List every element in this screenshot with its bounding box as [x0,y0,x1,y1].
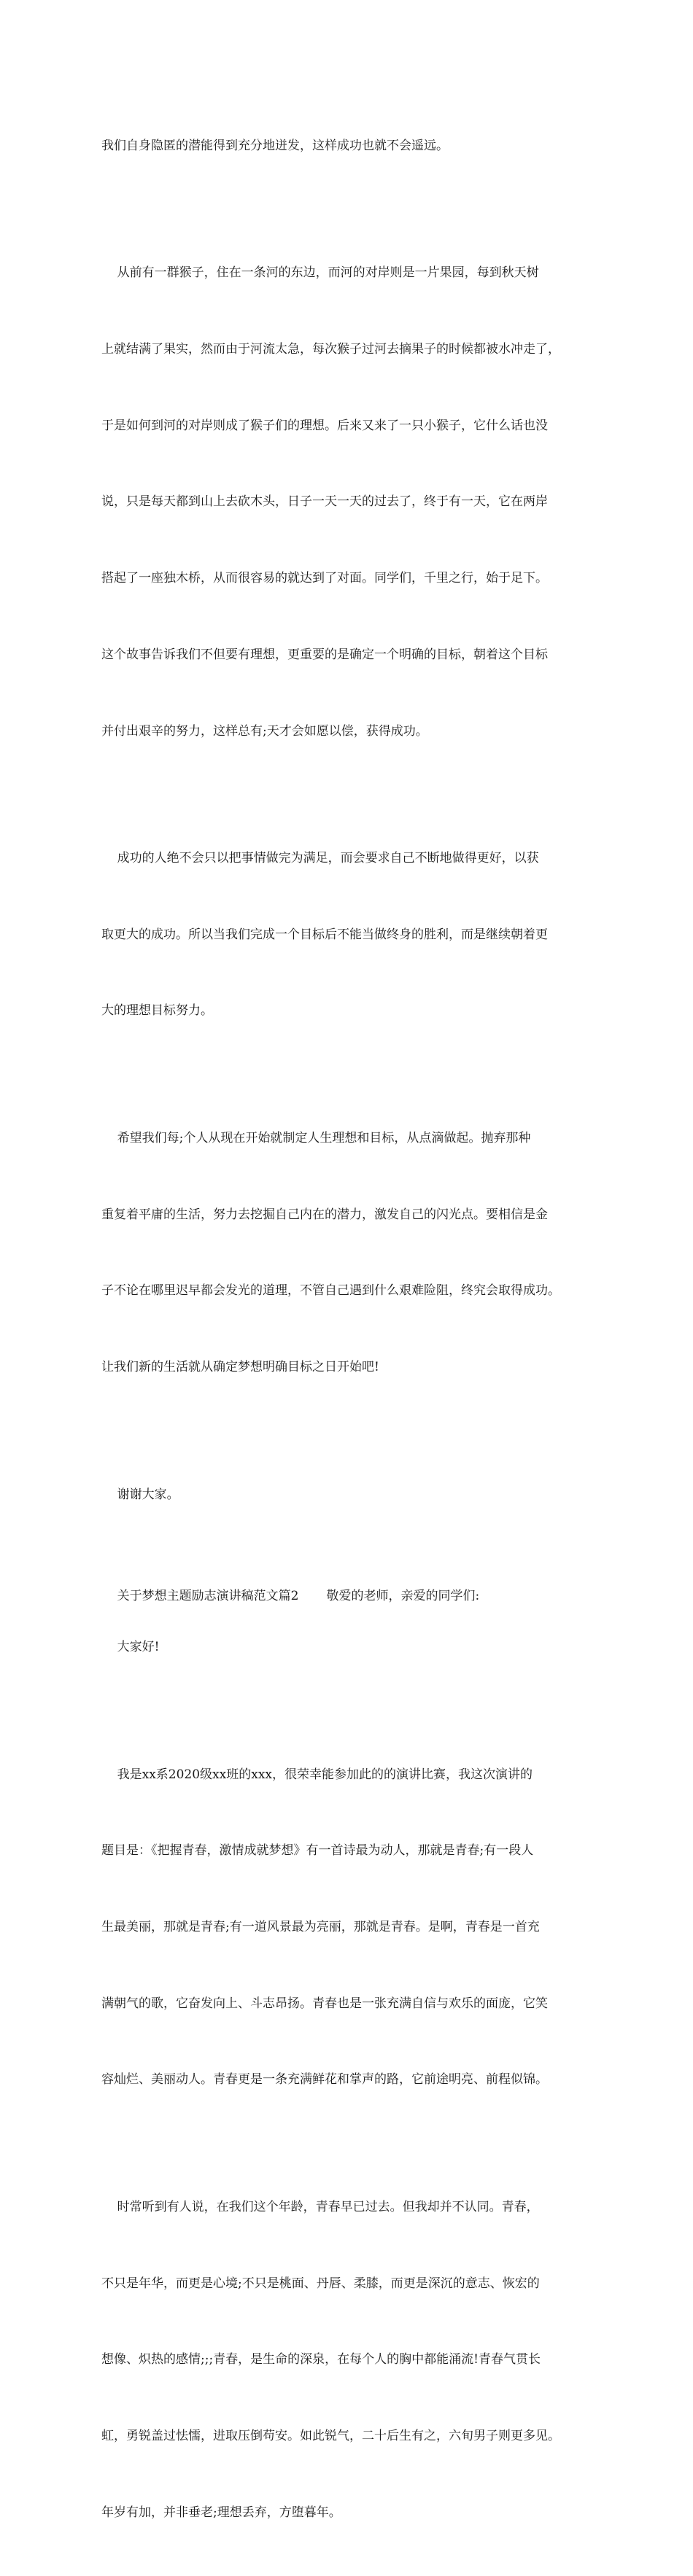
text-line: 重复着平庸的生活，努力去挖掘自己内在的潜力，激发自己的闪光点。要相信是金 [101,1207,548,1222]
text-line: 题目是：《把握青春，激情成就梦想》有一首诗最为动人，那就是青春;有一段人 [101,1843,534,1859]
paragraph-1 [101,82,600,210]
text-line: 谢谢大家。 [101,1487,179,1502]
text-line: 满朝气的歌，它奋发向上、斗志昂扬。青春也是一张充满自信与欢乐的面庞，它笑 [101,1996,548,2011]
section-heading [101,1558,600,1604]
paragraph-4 [101,1075,600,1431]
text-line: 我们自身隐匿的潜能得到充分地迸发，这样成功也就不会遥远。 [101,138,449,153]
paragraph-7 [101,1711,600,2144]
text-line: 大家好! [101,1640,160,1655]
text-line: 这个故事告诉我们不但要有理想，更重要的是确定一个明确的目标，朝着这个目标 [101,647,548,662]
paragraph-3 [101,795,600,1075]
text-line: 我是xx系2020级xx班的xxx，很荣幸能参加此的的演讲比赛，我这次演讲的 [101,1767,533,1782]
text-line: 取更大的成功。所以当我们完成一个目标后不能当做终身的胜利，而是继续朝着更 [101,927,548,942]
text-line: 不只是年华，而更是心境;不只是桃面、丹唇、柔膝，而更是深沉的意志、恢宏的 [101,2276,540,2291]
text-line: 想像、炽热的感情;;;青春，是生命的深泉，在每个人的胸中都能涌流!青春气贯长 [101,2352,541,2367]
text-line: 生最美丽，那就是青春;有一道风景最为亮丽，那就是青春。是啊，青春是一首充 [101,1919,540,1934]
text-line: 希望我们每;个人从现在开始就制定人生理想和目标，从点滴做起。抛弃那种 [101,1130,531,1145]
text-line: 容灿烂、美丽动人。青春更是一条充满鲜花和掌声的路，它前途明亮、前程似锦。 [101,2072,548,2087]
text-line: 子不论在哪里迟早都会发光的道理，不管自己遇到什么艰难险阻，终究会取得成功。 [101,1283,560,1299]
paragraph-5 [101,1431,600,1559]
text-line: 让我们新的生活就从确定梦想明确目标之日开始吧! [101,1360,379,1375]
text-line: 从前有一群猴子，住在一条河的东边，而河的对岸则是一片果园，每到秋天树 [101,265,539,281]
text-line: 大的理想目标努力。 [101,1003,213,1019]
text-line: 时常听到有人说，在我们这个年龄，青春早已过去。但我却并不认同。青春， [101,2199,539,2214]
text-line: 年岁有加，并非垂老;理想丢弃，方堕暮年。 [101,2505,341,2520]
text-line: 并付出艰辛的努力，这样总有;天才会如愿以偿，获得成功。 [101,723,428,739]
text-line: 虹，勇锐盖过怯懦，进取压倒苟安。如此锐气，二十后生有之，六旬男子则更多见。 [101,2428,560,2443]
text-line: 搭起了一座独木桥，从而很容易的就达到了对面。同学们，千里之行，始于足下。 [101,571,548,586]
section-title: 关于梦想主题励志演讲稿范文篇2 [117,1589,299,1604]
text-line: 于是如何到河的对岸则成了猴子们的理想。后来又来了一只小猴子，它什么话也没 [101,418,548,433]
paragraph-8 [101,2144,600,2576]
text-line: 说，只是每天都到山上去砍木头，日子一天一天的过去了，终于有一天，它在两岸 [101,494,548,510]
paragraph-2 [101,210,600,795]
text-line: 成功的人绝不会只以把事情做完为满足，而会要求自己不断地做得更好，以获 [101,851,539,866]
salutation: 敬爱的老师，亲爱的同学们: [326,1589,480,1604]
text-line: 上就结满了果实，然而由于河流太急，每次猴子过河去摘果子的时候都被水冲走了， [101,342,560,357]
